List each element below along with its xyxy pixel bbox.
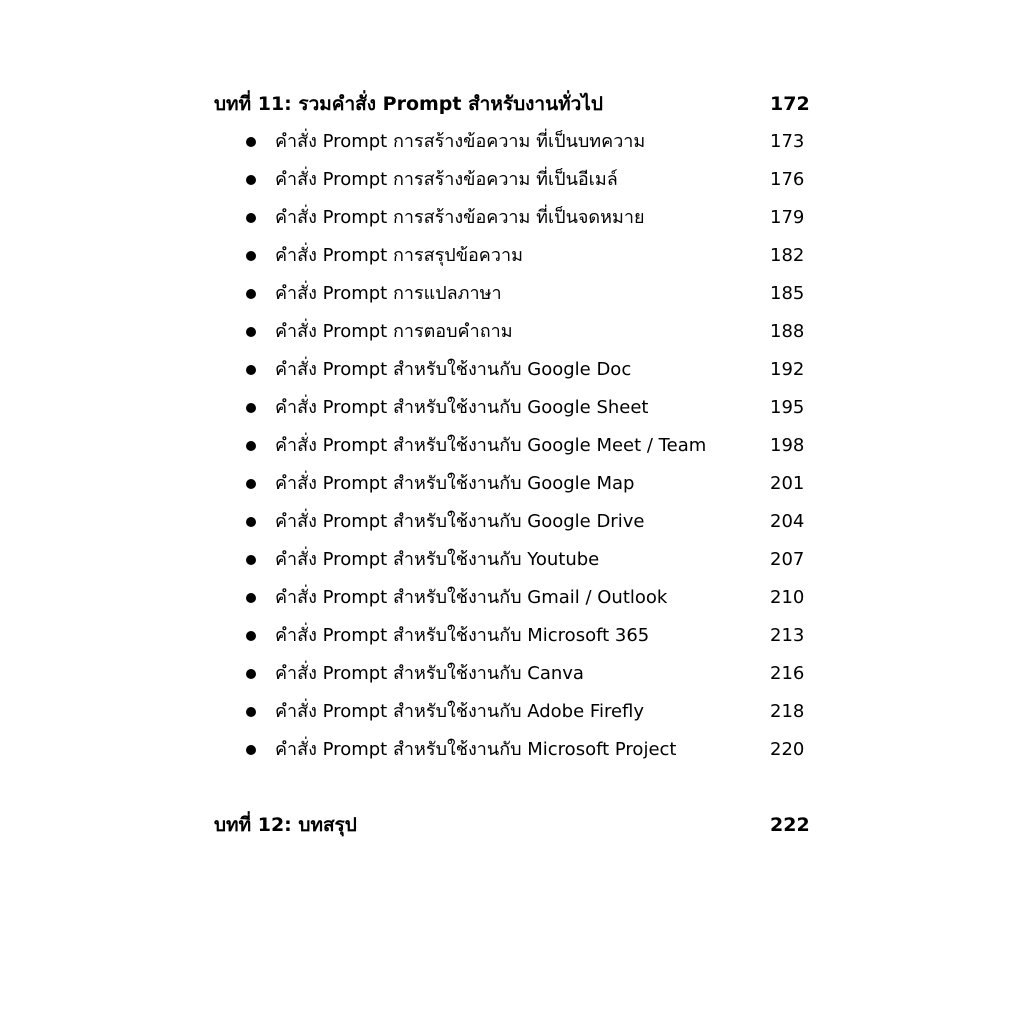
entry-page-number: 195 (770, 397, 805, 418)
entry-title: คำสั่ง Prompt สำหรับใช้งานกับ Youtube (275, 549, 600, 570)
entry-title: คำสั่ง Prompt การสร้างข้อความ ที่เป็นบทความ (275, 131, 646, 152)
bullet-icon (246, 213, 256, 223)
entry-title: คำสั่ง Prompt สำหรับใช้งานกับ Google Map (275, 473, 635, 494)
bullet-icon (246, 327, 256, 337)
entry-title: คำสั่ง Prompt สำหรับใช้งานกับ Gmail / Outlook (275, 587, 668, 608)
chapter-page-number: 172 (770, 93, 810, 115)
chapter-11-entries (0, 127, 1024, 773)
entry-title: คำสั่ง Prompt สำหรับใช้งานกับ Microsoft 365 (275, 625, 650, 646)
entry-title: คำสั่ง Prompt สำหรับใช้งานกับ Google Sheet (275, 397, 649, 418)
entry-page-number: 210 (770, 587, 805, 608)
bullet-icon (246, 175, 256, 185)
entry-page-number: 182 (770, 245, 805, 266)
chapter-title: บทที่ 11: รวมคำสั่ง Prompt สำหรับงานทั่วไป (214, 93, 603, 115)
toc-entry (0, 507, 1024, 545)
chapter-12-heading (214, 810, 814, 840)
entry-page-number: 201 (770, 473, 805, 494)
bullet-icon (246, 441, 256, 451)
entry-title: คำสั่ง Prompt สำหรับใช้งานกับ Microsoft Project (275, 739, 677, 760)
entry-page-number: 179 (770, 207, 805, 228)
bullet-icon (246, 555, 256, 565)
bullet-icon (246, 289, 256, 299)
entry-page-number: 198 (770, 435, 805, 456)
toc-entry (0, 735, 1024, 773)
entry-page-number: 207 (770, 549, 805, 570)
entry-page-number: 204 (770, 511, 805, 532)
entry-title: คำสั่ง Prompt การสร้างข้อความ ที่เป็นอีเมล์ (275, 169, 618, 190)
toc-entry (0, 545, 1024, 583)
bullet-icon (246, 403, 256, 413)
bullet-icon (246, 631, 256, 641)
bullet-icon (246, 365, 256, 375)
entry-title: คำสั่ง Prompt การแปลภาษา (275, 283, 502, 304)
bullet-icon (246, 669, 256, 679)
entry-title: คำสั่ง Prompt การตอบคำถาม (275, 321, 513, 342)
chapter-11-heading (214, 89, 814, 119)
entry-page-number: 192 (770, 359, 805, 380)
entry-page-number: 188 (770, 321, 805, 342)
bullet-icon (246, 593, 256, 603)
entry-title: คำสั่ง Prompt สำหรับใช้งานกับ Google Meet / Team (275, 435, 707, 456)
bullet-icon (246, 479, 256, 489)
entry-page-number: 218 (770, 701, 805, 722)
bullet-icon (246, 707, 256, 717)
entry-title: คำสั่ง Prompt การสรุปข้อความ (275, 245, 523, 266)
toc-entry (0, 241, 1024, 279)
toc-entry (0, 203, 1024, 241)
toc-entry (0, 583, 1024, 621)
toc-entry (0, 127, 1024, 165)
toc-entry (0, 431, 1024, 469)
bullet-icon (246, 251, 256, 261)
bullet-icon (246, 517, 256, 527)
entry-page-number: 173 (770, 131, 805, 152)
toc-entry (0, 469, 1024, 507)
entry-page-number: 185 (770, 283, 805, 304)
entry-page-number: 220 (770, 739, 805, 760)
entry-title: คำสั่ง Prompt สำหรับใช้งานกับ Google Doc (275, 359, 632, 380)
entry-title: คำสั่ง Prompt การสร้างข้อความ ที่เป็นจดหมาย (275, 207, 645, 228)
chapter-title: บทที่ 12: บทสรุป (214, 814, 357, 836)
entry-page-number: 213 (770, 625, 805, 646)
chapter-page-number: 222 (770, 814, 810, 836)
entry-page-number: 176 (770, 169, 805, 190)
bullet-icon (246, 137, 256, 147)
entry-title: คำสั่ง Prompt สำหรับใช้งานกับ Google Drive (275, 511, 645, 532)
toc-entry (0, 165, 1024, 203)
toc-entry (0, 393, 1024, 431)
bullet-icon (246, 745, 256, 755)
entry-title: คำสั่ง Prompt สำหรับใช้งานกับ Canva (275, 663, 584, 684)
toc-entry (0, 621, 1024, 659)
toc-entry (0, 355, 1024, 393)
toc-entry (0, 659, 1024, 697)
toc-entry (0, 279, 1024, 317)
toc-entry (0, 697, 1024, 735)
entry-title: คำสั่ง Prompt สำหรับใช้งานกับ Adobe Firefly (275, 701, 645, 722)
toc-entry (0, 317, 1024, 355)
entry-page-number: 216 (770, 663, 805, 684)
